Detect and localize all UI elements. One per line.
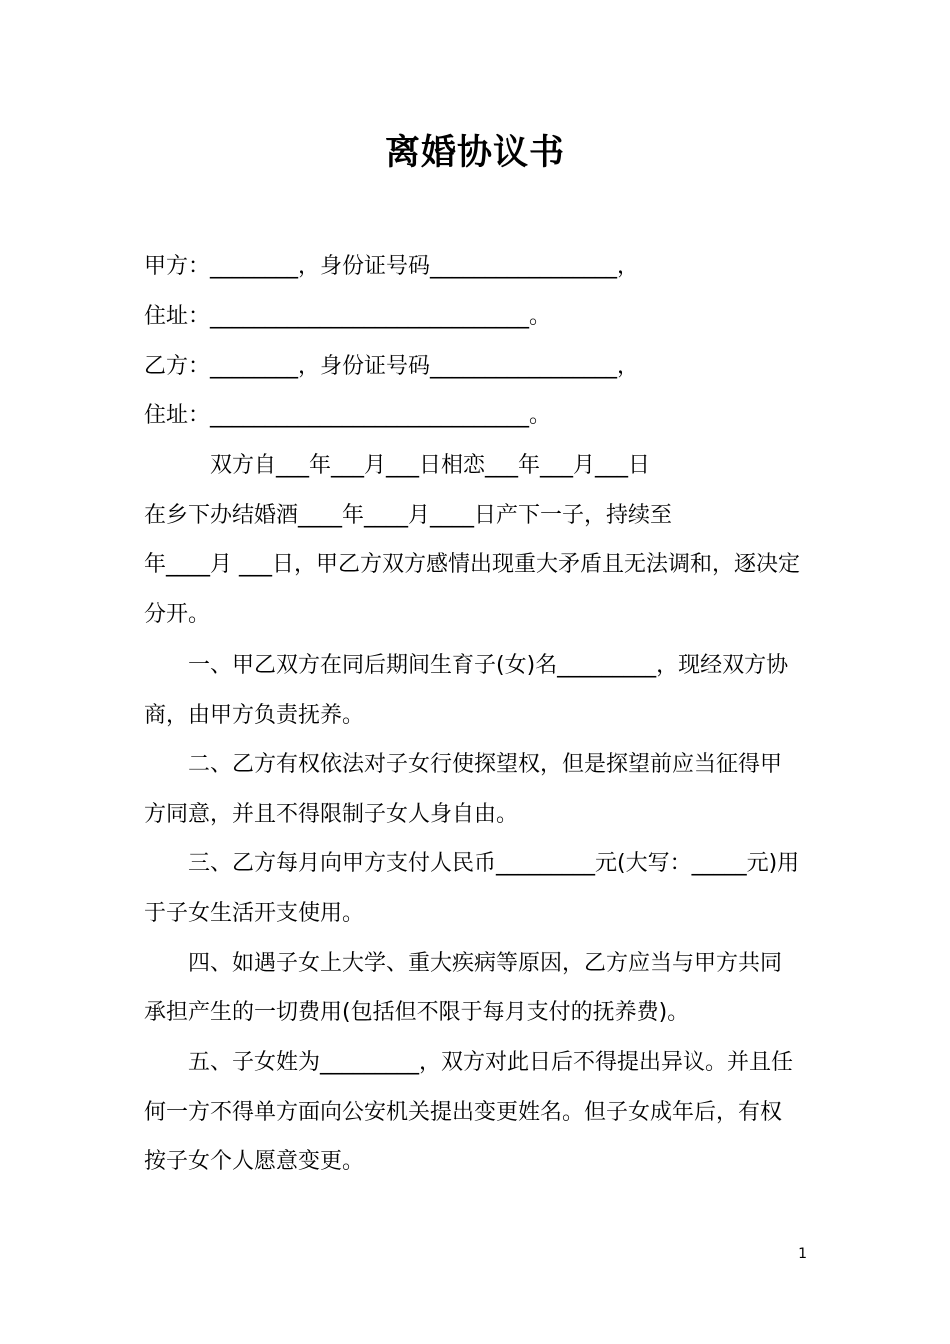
clause-2-line: 方同意，并且不得限制子女人身自由。	[144, 802, 519, 827]
party-b-address-line: 住址：_____________________________。	[144, 403, 552, 428]
paragraph-line: 年____月 ___日，甲乙方双方感情出现重大矛盾且无法调和，逐决定	[144, 552, 800, 577]
clause-5-line: 按子女个人愿意变更。	[144, 1149, 365, 1174]
clause-3-line: 于子女生活开支使用。	[144, 901, 365, 926]
paragraph-line: 双方自___年___月___日相恋___年___月___日	[210, 453, 651, 478]
clause-3-line: 三、乙方每月向甲方支付人民币_________元(大写：_____元)用	[188, 851, 800, 876]
clause-5-line: 何一方不得单方面向公安机关提出变更姓名。但子女成年后，有权	[144, 1100, 783, 1125]
paragraph-line: 在乡下办结婚酒____年____月____日产下一子，持续至	[144, 503, 673, 528]
clause-4-line: 四、如遇子女上大学、重大疾病等原因，乙方应当与甲方共同	[188, 951, 783, 976]
clause-1-line: 商，由甲方负责抚养。	[144, 703, 365, 728]
paragraph-line: 分开。	[144, 602, 211, 627]
party-a-address-line: 住址：_____________________________。	[144, 304, 552, 329]
page-number: 1	[798, 1246, 807, 1262]
clause-1-line: 一、甲乙双方在同后期间生育子(女)名_________，现经双方协	[188, 653, 789, 678]
document-title: 离婚协议书	[384, 133, 565, 173]
clause-5-line: 五、子女姓为_________，双方对此日后不得提出异议。并且任	[188, 1050, 794, 1075]
clause-2-line: 二、乙方有权依法对子女行使探望权，但是探望前应当征得甲	[188, 752, 783, 777]
party-a-line: 甲方：________，身份证号码_________________，	[144, 254, 640, 279]
clause-4-line: 承担产生的一切费用(包括但不限于每月支付的抚养费)。	[144, 1000, 690, 1025]
party-b-line: 乙方：________，身份证号码_________________，	[144, 354, 640, 379]
